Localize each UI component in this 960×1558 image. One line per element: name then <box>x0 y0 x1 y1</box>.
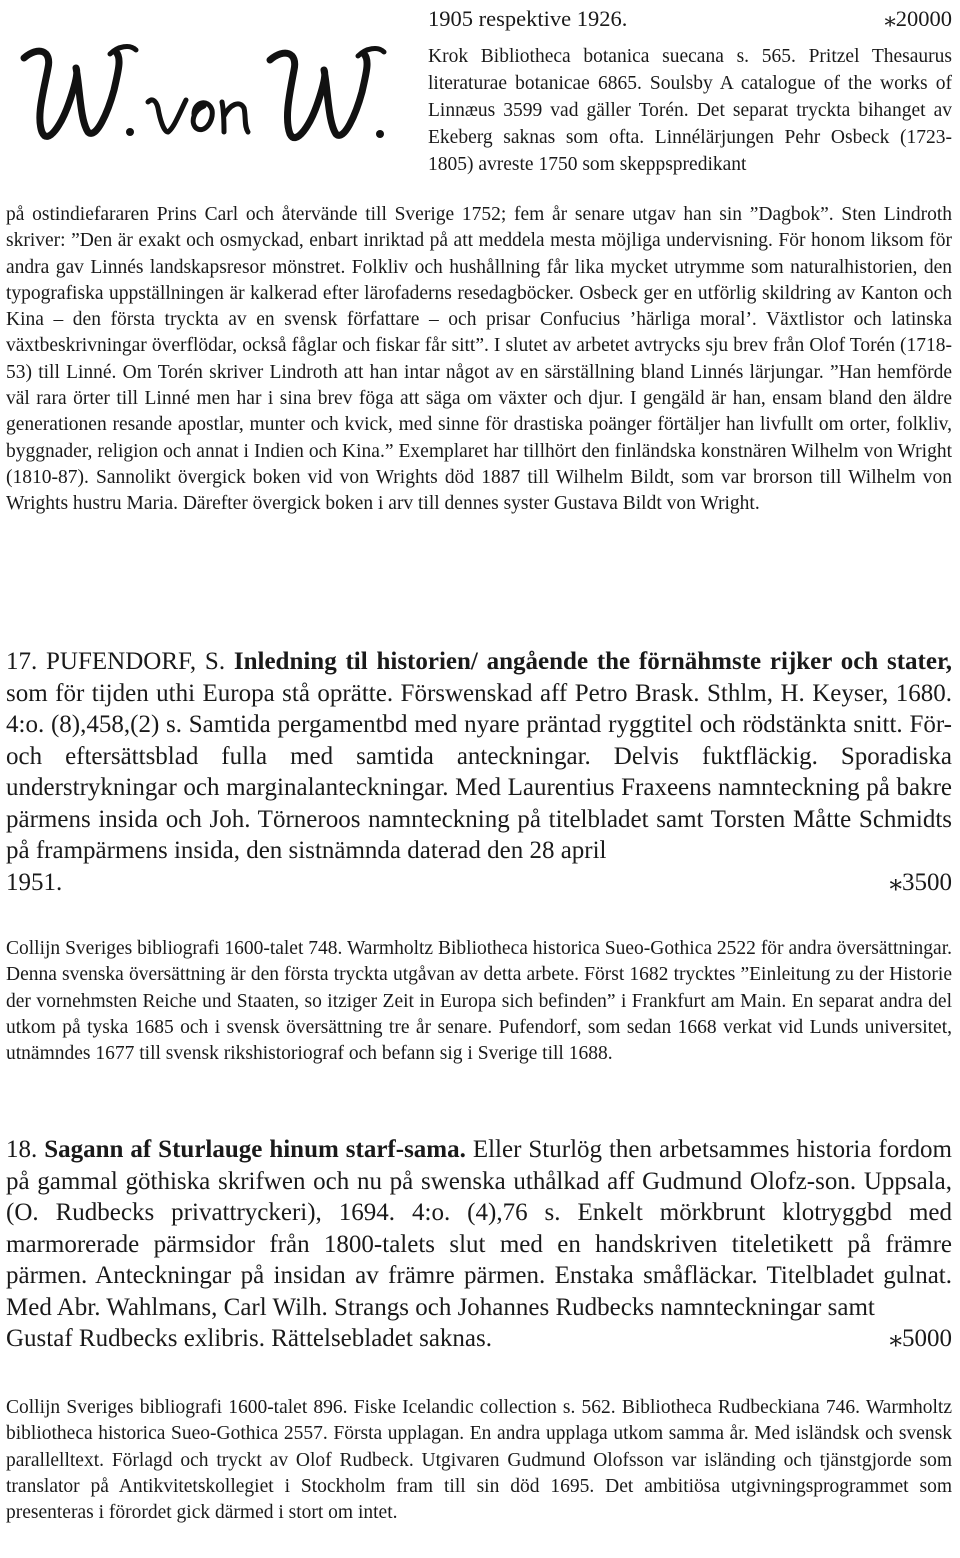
handwritten-signature <box>18 28 398 168</box>
entry-17-title: Inledning til historien/ angående the förnähmste rijker och stater, <box>233 648 953 675</box>
entry-17-notes-text: Collijn Sveriges bibliografi 1600-talet 748. Warmholtz Bibliotheca historica Sueo-Gothica 2522 för andra översättningar. Denna svenska översättning är den första tryckta utgåvan av detta arbete. Först 1682 trycktes ”Einleitung zu der Historie der vornehmsten Reiche und Staaten, so itziger Zeit in Europa sich befinden” i Frankfurt am Main. En separat andra del utkom på tyska 1685 och i svensk översättning tre år senare. Pufendorf, som sedan 1668 verkat vid Lunds universitet, utnämndes 1677 till svensk rikshistoriograf och befann sig i Sverige till 1688. <box>6 938 952 1065</box>
entry-17-author: PUFENDORF, S. <box>46 648 226 675</box>
entry-17-last-word: 1951. <box>6 868 63 896</box>
price-3500: ⁎3500 <box>889 868 952 896</box>
entry-18-last-word: Gustaf Rudbecks exlibris. Rättelsebladet saknas. <box>6 1325 492 1352</box>
entry-18-description: Eller Sturlög then arbetsammes historia fordom på gammal göthiska skrifwen och nu på swenska uthålkad aff Gudmund Olofz-son. Uppsala, (O. Rudbecks privattryckeri), 1694. 4:o. (4),76 s. Enkelt mörkbrunt klotryggbd med marmorerade pärmsidor från 1800-talets slut med en handskriven titeletikett på främre pärmen. Anteckningar på insidan av främre pärmen. Enstaka småfläckar. Titelbladet gulnat. Med Abr. Wahlmans, Carl Wilh. Strangs och Johannes Rudbecks namnteckningar samt <box>6 1136 952 1321</box>
price-20000: ⁎20000 <box>884 6 952 31</box>
entry-18-title: Sagann af Sturlauge hinum starf-sama. <box>44 1136 466 1163</box>
entry-17-description: som för tijden uthi Europa stå oprätte. Förswenskad aff Petro Brask. Sthlm, H. Keyser, 1680. 4:o. (8),458,(2) s. Samtida pergamentbd med nyare präntad ryggtitel och rödstänkta snitt. För- och eftersättsblad fulla med samtida anteckningar. Delvis fuktfläckig. Sporadiska understrykningar och marginalanteckningar. Med Laurentius Fraxeens namnteckning på bakre pärmens insida och Joh. Törneroos namnteckning på titelbladet samt Torsten Måtte Schmidts på frampärmens insida, den sistnämnda daterad den 28 april <box>6 679 952 864</box>
continuation-notes-rest <box>6 202 952 518</box>
entry-18-notes-text: Collijn Sveriges bibliografi 1600-talet 896. Fiske Icelandic collection s. 562. Bibliotheca Rudbeckiana 746. Warmholtz bibliotheca historica Sueo-Gothica 2557. Första upplagan. En andra upplaga utkom samma år. Med isländsk och svensk parallelltext. Förlagd och tryckt av Olof Rudbeck. Utgivaren Gudmund Olofsson var isländing och tjänstgjorde som translator på Antikvitetskollegiet i Stockholm fram till sin död 1695. Det ambitiösa utgivningsprogrammet som presenteras i förordet gick därmed i stort om intet. <box>6 1397 952 1524</box>
entry-18-body <box>6 1134 952 1323</box>
entry-17-number: 17. <box>6 648 38 675</box>
entry-18 <box>6 1134 952 1355</box>
entry-17-last-line <box>6 867 952 899</box>
entry-18-notes <box>6 1395 952 1526</box>
entry-17-notes <box>6 936 952 1067</box>
continuation-first-line <box>428 4 952 34</box>
entry-18-last-line <box>6 1323 952 1355</box>
entry-17 <box>6 646 952 898</box>
entry-17-body <box>6 646 952 867</box>
signature-image <box>18 28 398 168</box>
continuation-notes-top <box>428 4 952 178</box>
price-5000: ⁎5000 <box>889 1325 952 1352</box>
continuation-first-text: 1905 respektive 1926. <box>428 6 628 31</box>
continuation-notes-text: Krok Bibliotheca botanica suecana s. 565. Pritzel Thesaurus literaturae botanicae 6865. Soulsby A catalogue of the works of Linnæus 3599 vad gäller Torén. Det separat tryckta bihanget av Ekeberg saknas som ofta. Linnélärjungen Pehr Osbeck (1723-1805) avreste 1750 som skeppspredikant <box>428 46 952 175</box>
entry-18-number: 18. <box>6 1136 38 1163</box>
continuation-notes-rest-text: på ostindiefararen Prins Carl och återvände till Sverige 1752; fem år senare utgav han sin ”Dagbok”. Sten Lindroth skriver: ”Den är exakt och osmyckad, enbart inriktad på att meddela mesta möjliga undervisning. För honom liksom för andra gav Linnés landskapsresor mönstret. Folkliv och hushållning får lika mycket utrymme som naturalhistorien, den typografiska uppställningen är kalkerad efter lärofaderns resedagböcker. Osbeck ger en utförlig skildring av Kanton och Kina – den första tryckta av en svensk författare – och prisar Confucius ’härliga moral’. Växtlistor och latinska växtbeskrivningar överflödar, också fåglar och fiskar får sitt”. I slutet av arbetet avtrycks sju brev från Olof Torén (1718-53) till Linné. Om Torén skriver Lindroth att han intar något av en särställning bland Linnés lärjungar. ”Han hemförde väl rara örter till Linné men har i sina brev föga att säga om växter och djur. I gengäld är han, ensam bland den äldre generationen resande apostlar, munter och kvick, med sinne för drastiska poänger förtäljer han livfullt om orter, folkliv, byggnader, religion och annat i Indien och Kina.” Exemplaret har tillhört den finländska konstnären Wilhelm von Wright (1810-87). Sannolikt övergick boken vid von Wrights död 1887 till Wilhelm Bildt, som var brorson till Wilhelm von Wrights hustru Maria. Därefter övergick boken i arv till dennes syster Gustava Bildt von Wright. <box>6 204 952 515</box>
